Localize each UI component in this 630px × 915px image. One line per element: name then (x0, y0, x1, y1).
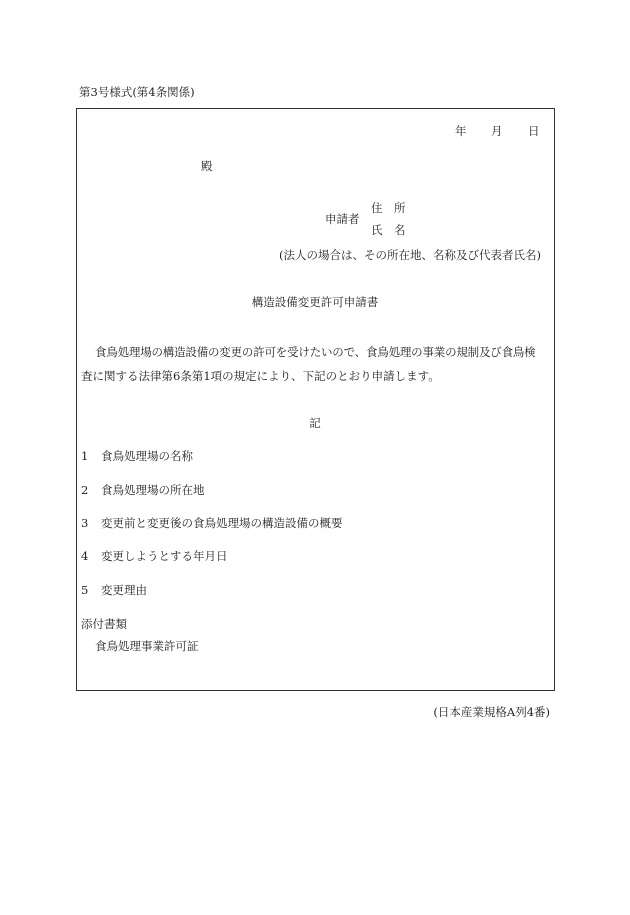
list-item (81, 482, 205, 498)
paper-size-note: (日本産業規格A列4番) (433, 705, 550, 719)
item-number: 3 (81, 516, 89, 530)
item-text: 変更理由 (101, 583, 147, 597)
list-item (81, 515, 343, 531)
attachment-item: 食鳥処理事業許可証 (95, 639, 199, 653)
date-day-label: 日 (528, 124, 540, 138)
corporation-note: (法人の場合は、その所在地、名称及び代表者氏名) (279, 248, 541, 262)
item-text: 変更前と変更後の食鳥処理場の構造設備の概要 (101, 516, 343, 530)
item-number: 4 (81, 549, 89, 563)
applicant-name-label: 氏 名 (371, 223, 406, 237)
item-text: 食鳥処理場の所在地 (101, 483, 205, 497)
date-year-label: 年 (455, 124, 467, 138)
applicant-label: 申請者 (325, 212, 360, 226)
addressee-honorific: 殿 (201, 159, 213, 173)
body-text-line-1: 食鳥処理場の構造設備の変更の許可を受けたいので、食鳥処理の事業の規制及び食鳥検 (95, 345, 536, 359)
date-month-label: 月 (491, 124, 503, 138)
attachments-heading: 添付書類 (81, 617, 127, 631)
item-number: 5 (81, 583, 89, 597)
body-text-line-2: 査に関する法律第6条第1項の規定により、下記のとおり申請します。 (81, 369, 440, 383)
item-number: 2 (81, 483, 89, 497)
form-frame (76, 108, 555, 691)
item-text: 変更しようとする年月日 (101, 549, 228, 563)
ki-heading: 記 (309, 416, 321, 430)
item-number: 1 (81, 449, 89, 463)
list-item (81, 448, 193, 464)
document-title: 構造設備変更許可申請書 (251, 295, 379, 309)
form-number-label: 第3号様式(第4条関係) (79, 85, 195, 99)
applicant-address-label: 住 所 (371, 201, 406, 215)
list-item (81, 548, 228, 564)
item-text: 食鳥処理場の名称 (101, 449, 193, 463)
list-item (81, 582, 147, 598)
